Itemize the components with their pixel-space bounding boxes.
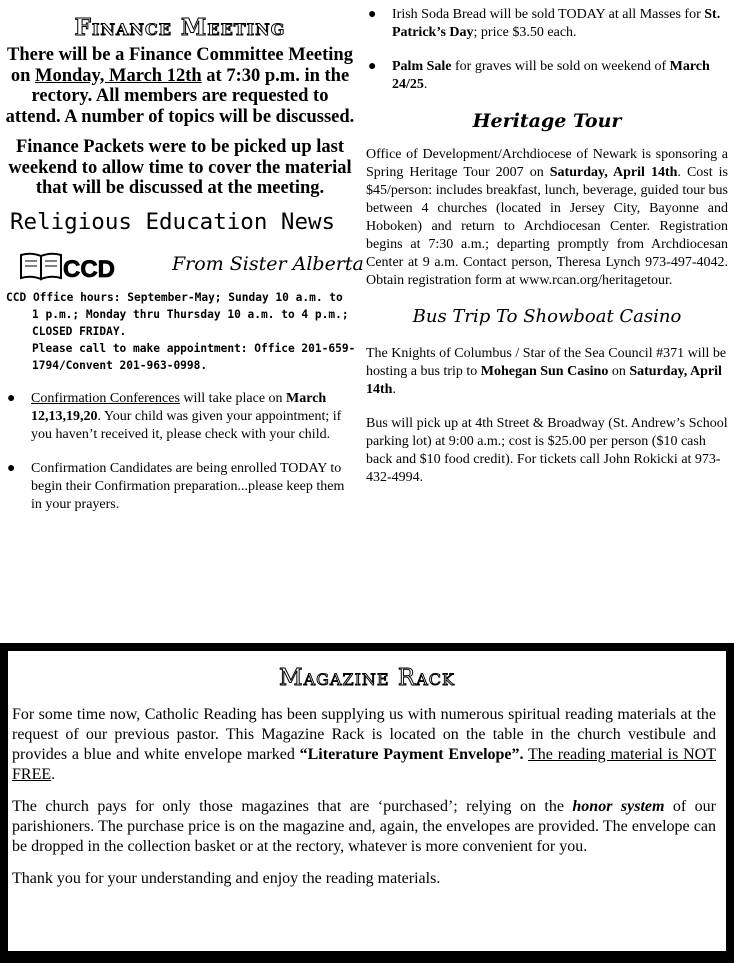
ccd-header-row bbox=[4, 249, 364, 283]
bus-trip-paragraph-2: Bus will pick up at 4th Street & Broadway (St. Andrew’s School parking lot) at 9:00 a.m.; cost is $25.00 per person ($10 cash back and $10 food credit). For tickets call John Rokicki at 973-432-4994. bbox=[366, 416, 728, 485]
bus-trip-title: Bus Trip To Showboat Casino bbox=[412, 306, 682, 327]
confirmation-conferences-item: ● Confirmation Conferences will take place on March 12,13,19,20. Your child was given your appointment; if you haven’t received it, please check with your child. bbox=[7, 390, 342, 442]
magazine-rack-box bbox=[0, 643, 734, 963]
finance-paragraph-2: Finance Packets were to be picked up last weekend to allow time to cover the material that will be discussed at the meeting. bbox=[8, 137, 352, 198]
ccd-book-logo-icon bbox=[19, 251, 117, 281]
bullet-icon: ● bbox=[7, 460, 16, 476]
left-column bbox=[4, 14, 364, 530]
right-column bbox=[366, 6, 728, 503]
ccd-logo-text: CCD bbox=[63, 255, 115, 281]
finance-meeting-date: Monday, March 12th bbox=[34, 65, 202, 86]
ccd-office-hours: CCD Office hours: September-May; Sunday 10 a.m. to 1 p.m.; Monday thru Thursday 10 a.m. to 4 p.m.; CLOSED FRIDAY. Please call to make appointment: Office 201-659-1794/Convent 201-963-0998. bbox=[6, 290, 356, 372]
magazine-paragraph-2: The church pays for only those magazines that are ‘purchased’; relying on the honor system of our parishioners. The purchase price is on the magazine and, again, the envelopes are provided. The envelope can be dropped in the collection basket or at the rectory, whatever is more convenient for you. bbox=[12, 798, 717, 855]
magazine-paragraph-1: For some time now, Catholic Reading has been supplying us with numerous spiritual reading materials at the request of our previous pastor. This Magazine Rack is located on the table in the church vestibule and provides a blue and white envelope marked “Literature Payment Envelope”. The reading material is NOT FREE. bbox=[12, 706, 716, 783]
magazine-rack-title: Magazine Rack bbox=[279, 665, 455, 691]
heritage-tour-paragraph: Office of Development/Archdiocese of Newark is sponsoring a Spring Heritage Tour 2007 on Saturday, April 14th. Cost is $45/person: includes breakfast, lunch, beverage, guided tour bus between 4 churches (located in Jersey City, Bayonne and Hoboken) and return to Archdiocesan Center. Registration begins at 7:30 a.m.; departing promptly from Archdiocesan Center at 9 a.m. Contact person, Theresa Lynch 973-497-4042. Obtain registration form at www.rcan.org/heritagetour. bbox=[366, 147, 729, 288]
finance-meeting-title: Finance Meeting bbox=[74, 14, 286, 41]
bullet-icon: ● bbox=[7, 390, 16, 406]
heritage-tour-title: Heritage Tour bbox=[472, 110, 622, 132]
bus-trip-paragraph-1: The Knights of Columbus / Star of the Sea Council #371 will be hosting a bus trip to Mohegan Sun Casino on Saturday, April 14th. bbox=[366, 346, 727, 397]
bullet-icon: ● bbox=[368, 59, 377, 74]
confirmation-candidates-item: ● Confirmation Candidates are being enrolled TODAY to begin their Confirmation preparation...please keep them in your prayers. bbox=[7, 460, 345, 512]
palm-sale-item: ● Palm Sale for graves will be sold on weekend of March 24/25. bbox=[368, 59, 710, 92]
ccd-appointment: Please call to make appointment: Office 201-659-1794/Convent 201-963-0998. bbox=[32, 341, 356, 372]
finance-paragraph-1: There will be a Finance Committee Meeting on Monday, March 12th at 7:30 p.m. in the rectory. All members are requested to attend. A number of topics will be discussed. bbox=[5, 45, 355, 127]
religious-education-title: Religious Education News bbox=[10, 208, 336, 235]
bullet-icon: ● bbox=[368, 7, 377, 22]
magazine-paragraph-3: Thank you for your understanding and enjoy the reading materials. bbox=[12, 870, 441, 887]
from-sister-alberta: From Sister Alberta bbox=[172, 252, 364, 275]
irish-soda-bread-item: ● Irish Soda Bread will be sold TODAY at all Masses for St. Patrick’s Day; price $3.50 each. bbox=[368, 7, 721, 40]
